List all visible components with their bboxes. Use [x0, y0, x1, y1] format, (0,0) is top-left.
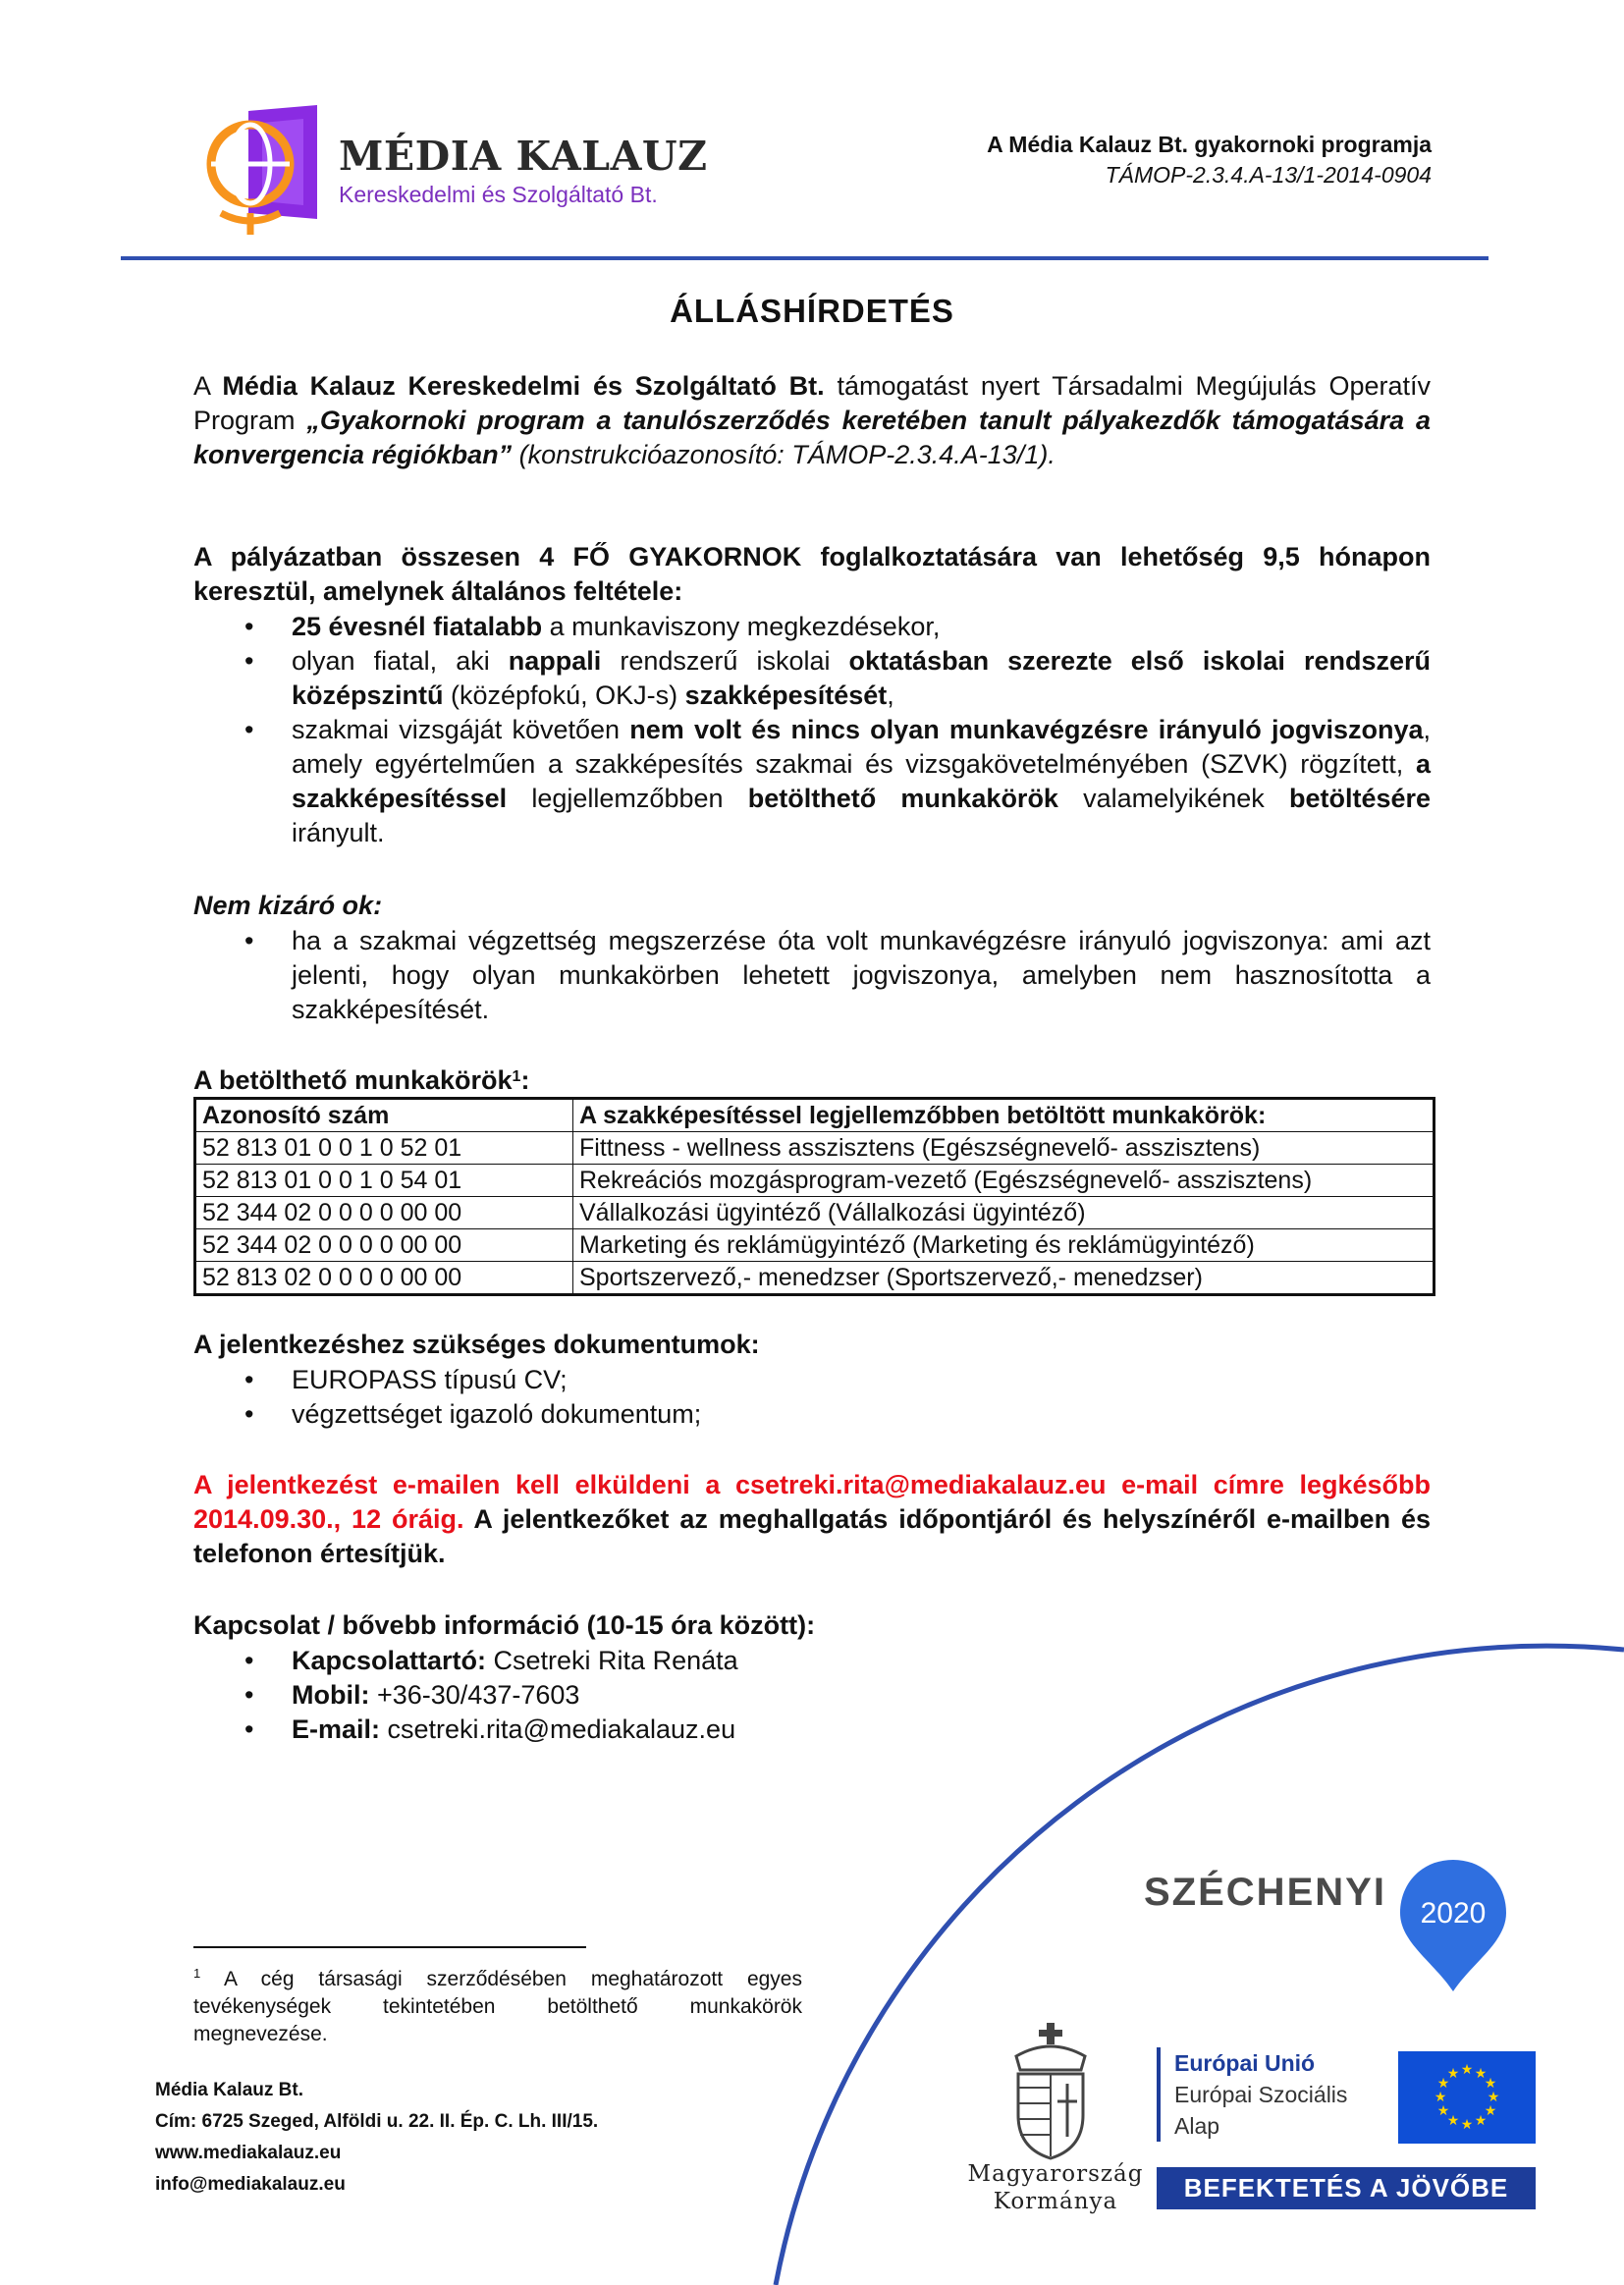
contact-person-value: Csetreki Rita Renáta [486, 1646, 738, 1675]
table-row [195, 1132, 1435, 1165]
cell-id: 52 813 02 0 0 0 0 00 00 [195, 1262, 573, 1295]
contact-email-label: E-mail: [292, 1714, 381, 1744]
contact-person [193, 1644, 1431, 1678]
list-item: • végzettséget igazoló dokumentum; [193, 1397, 1431, 1432]
intro-company: Média Kalauz Kereskedelmi és Szolgáltató Bt. [222, 371, 825, 401]
application-deadline: A jelentkezést e-mailen kell elküldeni a csetreki.rita@mediakalauz.eu e-mail címre legkésőbb 2014.09.30., 12 óráig. [193, 1470, 1431, 1534]
invest-banner: BEFEKTETÉS A JÖVŐBE [1157, 2167, 1536, 2209]
list-item [193, 644, 1431, 713]
application-instructions [193, 1468, 1431, 1571]
contact-mobile-value: +36-30/437-7603 [369, 1680, 580, 1710]
eu-title: Európai Unió [1174, 2050, 1316, 2076]
column-header-id: Azonosító szám [195, 1099, 573, 1132]
cell-job: Rekreációs mozgásprogram-vezető (Egészségnevelő- asszisztens) [573, 1165, 1435, 1197]
program-code: TÁMOP-2.3.4.A-13/1-2014-0904 [1105, 162, 1432, 188]
table-row [195, 1262, 1435, 1295]
page-title: ÁLLÁSHÍRDETÉS [670, 293, 954, 329]
text: olyan fiatal, aki [292, 646, 509, 676]
footnote-divider [193, 1946, 586, 1948]
svg-text:★: ★ [1474, 2066, 1488, 2082]
company-logo [201, 103, 708, 241]
eu-fund-line-2: Európai Szociális [1174, 2082, 1348, 2107]
footnote-ref: 1 [512, 1068, 521, 1085]
footnote-text: A cég társasági szerződésében meghatározott egyes tevékenységek tekintetében betölthető munkakörök megnevezése. [193, 1968, 802, 2045]
contact-mobile [193, 1678, 1431, 1713]
list-item: • ha a szakmai végzettség megszerzése óta volt munkavégzésre irányuló jogviszonya: ami azt jelenti, hogy olyan munkakörben lehetett jogviszonya, amelyben nem hasznosította a szakképesítését. [193, 924, 1431, 1027]
svg-text:★: ★ [1436, 2103, 1450, 2119]
text-bold: szakképesítését [684, 680, 888, 710]
contact-list [193, 1644, 1431, 1747]
company-footer [155, 2075, 598, 2201]
cell-job: Vállalkozási ügyintéző (Vállalkozási ügyintéző) [573, 1197, 1435, 1229]
table-row [195, 1197, 1435, 1229]
szechenyi-wordmark: SZÉCHENYI [1144, 1871, 1386, 1914]
svg-text:★: ★ [1484, 2103, 1497, 2119]
text-bold: a szakképesítéssel [292, 749, 1431, 813]
program-header [987, 130, 1432, 190]
svg-text:★: ★ [1436, 2076, 1450, 2092]
conditions-heading: A pályázatban összesen 4 FŐ GYAKORNOK foglalkoztatására van lehetőség 9,5 hónapon keresztül, amelynek általános feltétele: [193, 542, 1431, 606]
footnote [193, 1960, 802, 2048]
footnote-mark: 1 [193, 1966, 201, 1981]
cell-job: Sportszervező,- menedzser (Sportszervező,- menedzser) [573, 1262, 1435, 1295]
table-row [195, 1229, 1435, 1262]
text-bold: betöltésére [1288, 784, 1432, 813]
government-line-2: Kormánya [993, 2189, 1118, 2214]
column-header-job: A szakképesítéssel legjellemzőbben betöltött munkakörök: [573, 1099, 1435, 1132]
list-item [193, 713, 1431, 850]
logo-name: MÉDIA KALAUZ [339, 133, 708, 180]
hungarian-crest-icon [1006, 2023, 1095, 2160]
list-item [193, 610, 1431, 644]
table-row [195, 1165, 1435, 1197]
not-excluding-list [193, 924, 1431, 1027]
contact-mobile-label: Mobil: [292, 1680, 370, 1710]
svg-text:★: ★ [1484, 2076, 1497, 2092]
svg-text:★: ★ [1474, 2113, 1488, 2129]
table-header-row [195, 1099, 1435, 1132]
company-email[interactable]: info@mediakalauz.eu [155, 2174, 346, 2195]
application-notice: A jelentkezőket az meghallgatás időpontjáról és helyszínéről e-mailben és telefonon értesítjük. [193, 1504, 1432, 1568]
jobs-heading [193, 1063, 1431, 1098]
eu-fund-line-3: Alap [1174, 2113, 1220, 2139]
intro-suffix: (konstrukcióazonosító: TÁMOP-2.3.4.A-13/1). [512, 440, 1056, 469]
cell-id: 52 813 01 0 0 1 0 52 01 [195, 1132, 573, 1165]
svg-text:★: ★ [1460, 2062, 1474, 2078]
text: rendszerű iskolai [601, 646, 849, 676]
svg-text:★: ★ [1434, 2090, 1447, 2105]
text: (középfokú, OKJ-s) [443, 680, 685, 710]
company-name: Média Kalauz Bt. [155, 2080, 303, 2100]
cell-job: Marketing és reklámügyintéző (Marketing és reklámügyintéző) [573, 1229, 1435, 1262]
contact-email [193, 1713, 1431, 1747]
documents-heading: A jelentkezéshez szükséges dokumentumok: [193, 1330, 760, 1359]
text: , [887, 680, 894, 710]
text-bold: nappali [508, 646, 602, 676]
text: legjellemzőbben [507, 784, 748, 813]
contact-person-label: Kapcsolattartó: [292, 1646, 487, 1675]
text-bold: nem volt és nincs olyan munkavégzésre irányuló jogviszonya [629, 715, 1424, 744]
intro-program: „Gyakornoki program a tanulószerződés keretében tanult pályakezdők támogatására a konvergencia régiókban” [193, 406, 1431, 469]
svg-text:★: ★ [1460, 2117, 1474, 2133]
contact-heading: Kapcsolat / bővebb információ (10-15 óra között): [193, 1610, 816, 1640]
company-address: Cím: 6725 Szeged, Alföldi u. 22. II. Ép. C. Lh. III/15. [155, 2111, 599, 2132]
cell-job: Fittness - wellness asszisztens (Egészségnevelő- asszisztens) [573, 1132, 1435, 1165]
contact-email-value[interactable]: csetreki.rita@mediakalauz.eu [380, 1714, 736, 1744]
government-line-1: Magyarország [967, 2161, 1144, 2187]
text-bold: betölthető munkakörök [747, 784, 1058, 813]
text: irányult. [292, 818, 385, 847]
svg-text:★: ★ [1487, 2090, 1500, 2105]
logo-subtitle: Kereskedelmi és Szolgáltató Bt. [339, 182, 658, 207]
program-title: A Média Kalauz Bt. gyakornoki programja [987, 132, 1432, 157]
text: szakmai vizsgáját követően [292, 715, 630, 744]
header-divider [121, 256, 1489, 260]
intro-prefix: A [193, 371, 223, 401]
text: valamelyikének [1057, 784, 1289, 813]
jobs-heading-suffix: : [520, 1065, 530, 1095]
text-bold: oktatásban szerezte első iskolai rendszerű középszintű [292, 646, 1431, 710]
eu-fund-label [1157, 2047, 1347, 2142]
text: , amely egyértelműen a szakképesítés szakmai és vizsgakövetelményében (SZVK) rögzített, [292, 715, 1432, 779]
company-website[interactable]: www.mediakalauz.eu [155, 2143, 342, 2163]
szechenyi-year: 2020 [1420, 1897, 1487, 1930]
intro-paragraph [193, 369, 1431, 472]
not-excluding-heading: Nem kizáró ok: [193, 891, 383, 920]
svg-text:★: ★ [1446, 2066, 1460, 2082]
szechenyi-pin-icon [1394, 1856, 1512, 1993]
logo-globe-icon [201, 103, 334, 241]
eu-flag-icon [1398, 2051, 1536, 2144]
list-item: • EUROPASS típusú CV; [193, 1363, 1431, 1397]
intro-middle: támogatást nyert Társadalmi Megújulás Operatív Program [193, 371, 1431, 435]
cell-id: 52 813 01 0 0 1 0 54 01 [195, 1165, 573, 1197]
svg-text:★: ★ [1446, 2113, 1460, 2129]
jobs-table [193, 1097, 1435, 1296]
documents-list [193, 1363, 1431, 1432]
text: a munkaviszony megkezdésekor, [542, 612, 941, 641]
government-name [943, 2160, 1168, 2215]
cell-id: 52 344 02 0 0 0 0 00 00 [195, 1229, 573, 1262]
eu-stars-icon [1398, 2051, 1536, 2144]
text-bold: 25 évesnél fiatalabb [292, 612, 543, 641]
cell-id: 52 344 02 0 0 0 0 00 00 [195, 1197, 573, 1229]
conditions-list [193, 610, 1431, 850]
jobs-heading-text: A betölthető munkakörök [193, 1065, 513, 1095]
